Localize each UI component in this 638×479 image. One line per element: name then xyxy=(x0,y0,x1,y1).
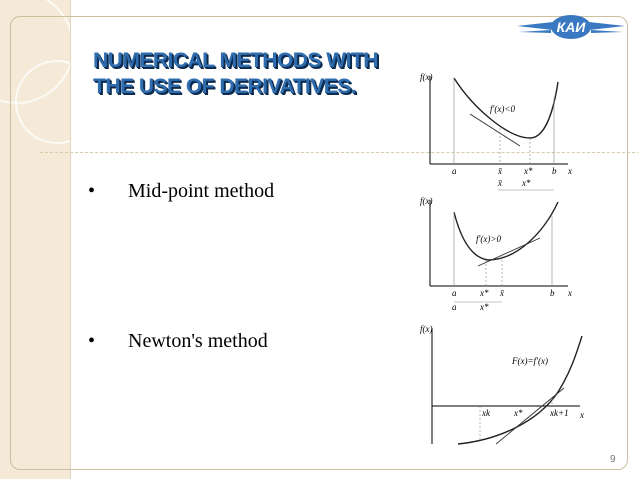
tick-label: xk xyxy=(482,408,490,418)
graph-midpoint-negative-derivative xyxy=(418,68,580,194)
y-axis-label: f(x) xyxy=(420,72,433,82)
graph-midpoint-positive-derivative xyxy=(418,194,580,314)
function-curve xyxy=(454,202,558,260)
x-axis-label: x xyxy=(568,288,572,298)
bullet-symbol: • xyxy=(88,330,96,352)
function-annotation: F(x)=f'(x) xyxy=(512,356,548,366)
tick-label: a xyxy=(452,166,457,176)
bullet-midpoint-method xyxy=(88,180,274,203)
tick-label: x* xyxy=(480,302,489,312)
svg-text:КАИ: КАИ xyxy=(556,19,586,35)
tick-label: x* xyxy=(524,166,533,176)
bullet-symbol: • xyxy=(88,180,96,202)
tick-label: x̄ xyxy=(498,166,502,176)
y-axis-label: f(x) xyxy=(420,324,433,334)
tangent-line xyxy=(470,114,520,146)
graph-newton-method xyxy=(418,322,598,452)
derivative-annotation: f'(x)<0 xyxy=(490,104,515,114)
derivative-annotation: f'(x)>0 xyxy=(476,234,501,244)
tick-label: x* xyxy=(480,288,489,298)
x-axis-label: x xyxy=(568,166,572,176)
tick-label: x̄ xyxy=(500,288,504,298)
tick-label: x* xyxy=(514,408,523,418)
bullet-text: Newton's method xyxy=(128,330,268,352)
tick-label: b xyxy=(552,166,557,176)
y-axis-label: f(x) xyxy=(420,196,433,206)
bullet-newton-method xyxy=(88,330,268,353)
tick-label: a xyxy=(452,302,457,312)
slide-title: NUMERICAL METHODS WITH THE USE OF DERIVATIVES. xyxy=(93,49,378,98)
kai-logo xyxy=(515,10,627,44)
slide-number: 9 xyxy=(610,454,616,465)
bullet-text: Mid-point method xyxy=(128,180,275,202)
tick-label: x̄ xyxy=(498,178,502,188)
tick-label: a xyxy=(452,288,457,298)
tick-label: x* xyxy=(522,178,531,188)
tick-label: xk+1 xyxy=(550,408,569,418)
tick-label: b xyxy=(550,288,555,298)
x-axis-label: x xyxy=(580,410,584,420)
function-curve xyxy=(458,336,582,444)
